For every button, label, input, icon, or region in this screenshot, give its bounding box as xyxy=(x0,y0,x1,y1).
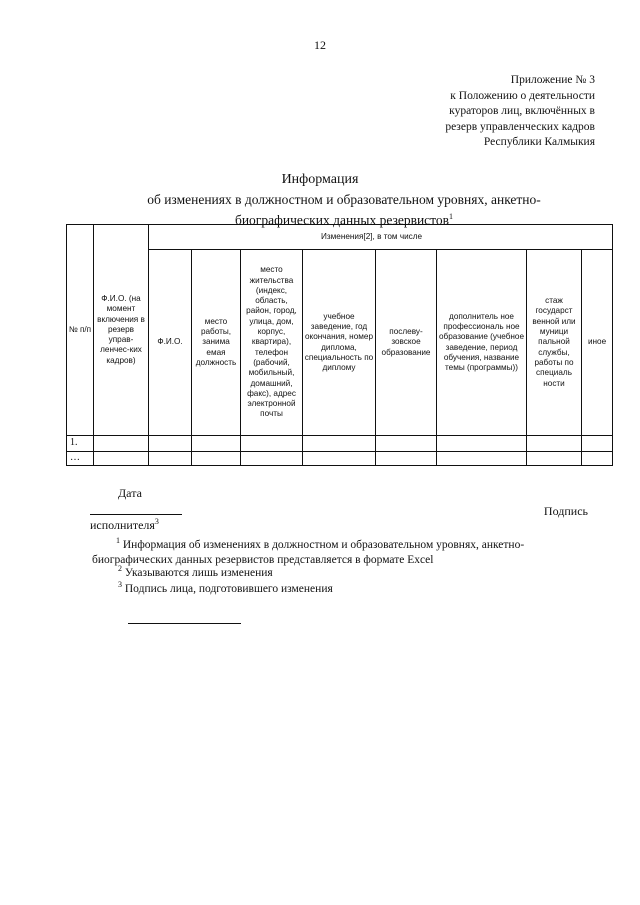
appendix-line: кураторов лиц, включённых в xyxy=(449,105,595,117)
executor-label-text: исполнителя xyxy=(90,518,155,532)
footnote-1 xyxy=(92,533,602,568)
header-additional-education: дополнитель ное профессиональ ное образование (учебное заведение, период обучения, название темы (программы)) xyxy=(437,250,527,436)
document-subtitle xyxy=(0,191,640,229)
footnote-2 xyxy=(118,564,273,579)
document-title: Информация xyxy=(281,172,359,187)
appendix-line: Республики Калмыкия xyxy=(483,136,595,148)
row-number: … xyxy=(67,452,94,466)
date-label: Дата xyxy=(118,486,142,500)
header-service-length: стаж государст венной или муници пальной службы, работы по специаль ности xyxy=(527,250,582,436)
subtitle-line-1: об изменениях в должностном и образовательном уровнях, анкетно- xyxy=(147,192,541,207)
header-changes-group: Изменения[2], в том числе xyxy=(149,225,613,250)
executor-label xyxy=(90,517,159,533)
header-workplace: место работы, занима емая должность xyxy=(192,250,241,436)
appendix-line: к Положению о деятельности xyxy=(450,89,595,102)
header-fio-at-inclusion: Ф.И.О. (на момент включения в резерв управ-ленчес-ких кадров) xyxy=(94,225,149,436)
footnote-ref-3: 3 xyxy=(154,517,159,526)
footnote-3-text: Подпись лица, подготовившего изменения xyxy=(124,582,333,595)
signature-label: Подпись xyxy=(543,504,588,518)
header-residence: место жительства (индекс, область, район, город, улица, дом, корпус, квартира), телефон (рабочий, мобильный, домашний, факс), адрес электронной почты xyxy=(241,250,303,436)
subtitle-line-2-text: биографических данных резервистов xyxy=(234,212,450,228)
footnote-1-mark: 1 xyxy=(116,536,120,545)
header-other: иное xyxy=(582,250,613,436)
page-number: 12 xyxy=(314,38,326,52)
date-line xyxy=(90,514,182,515)
footnote-3 xyxy=(118,580,333,595)
header-number: № п/п xyxy=(67,225,94,436)
footnote-separator xyxy=(128,623,241,624)
header-fio: Ф.И.О. xyxy=(149,250,192,436)
header-education: учебное заведение, год окончания, номер диплома, специальность по диплому xyxy=(303,250,376,436)
footnote-2-mark: 2 xyxy=(118,564,122,573)
table-row xyxy=(67,436,613,452)
appendix-block xyxy=(445,73,595,151)
appendix-line: Приложение № 3 xyxy=(510,74,595,86)
table-row xyxy=(67,452,613,466)
appendix-line: резерв управленческих кадров xyxy=(445,120,595,133)
footnote-ref-1: 1 xyxy=(449,212,454,221)
header-postgraduate: послеву-зовское образование xyxy=(376,250,437,436)
row-number: 1. xyxy=(67,436,94,452)
footnote-1-text: Информация об изменениях в должностном и образовательном уровнях, анкетно-биографических данных резервистов представляется в формате Excel xyxy=(92,538,525,566)
footnote-2-text: Указываются лишь изменения xyxy=(124,566,273,579)
footnote-3-mark: 3 xyxy=(118,580,122,589)
changes-table xyxy=(66,224,613,466)
